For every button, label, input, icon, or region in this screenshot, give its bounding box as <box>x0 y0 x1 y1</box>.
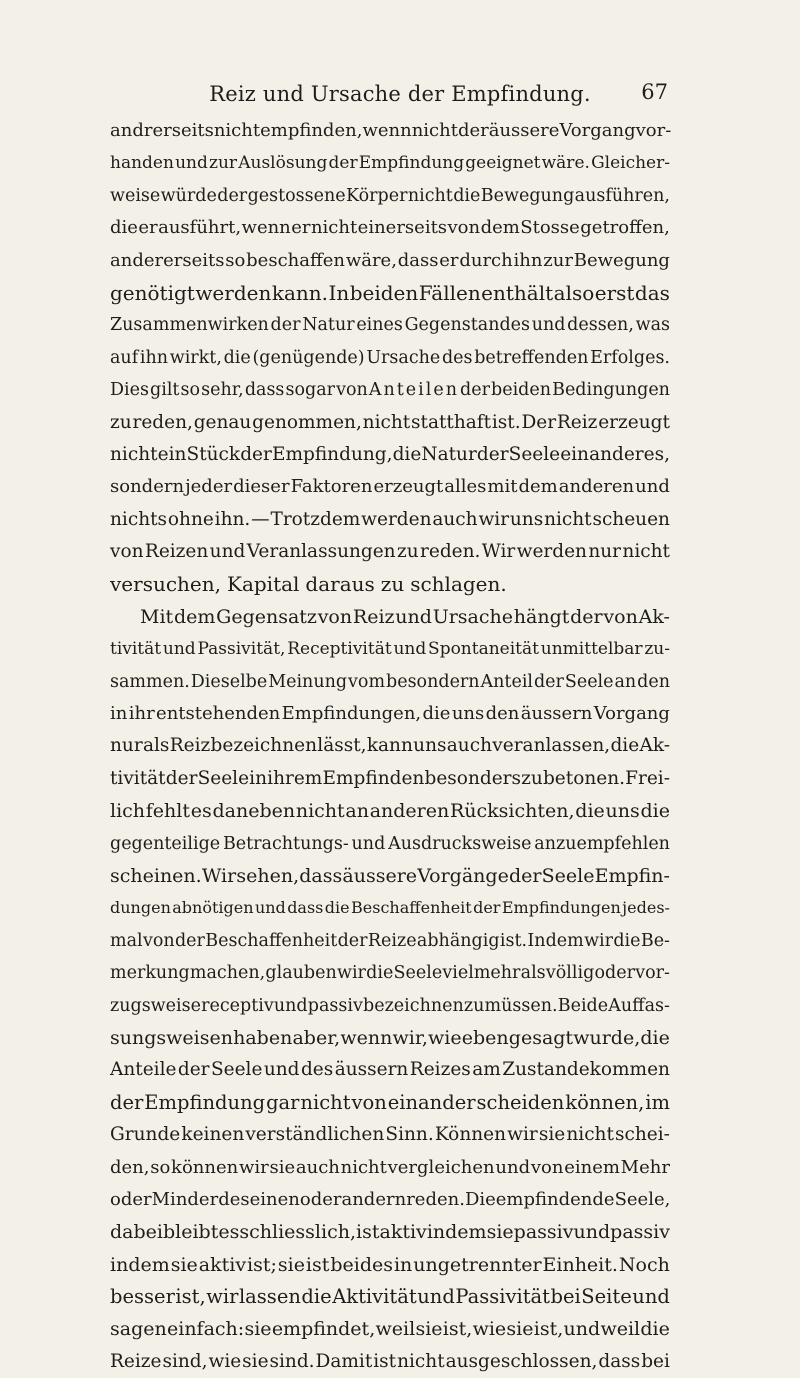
body-text <box>110 115 670 1378</box>
running-title: Reiz und Ursache der Empfindung. <box>209 82 591 106</box>
text-line: Zusammenwirken der Natur eines Gegenstandes und dessen, was <box>110 315 670 336</box>
text-line: den, so können wir sie auch nicht vergleichen und von einem Mehr <box>110 1156 670 1178</box>
text-line: versuchen, Kapital daraus zu schlagen. <box>110 572 507 597</box>
text-line: Mit dem Gegensatz von Reiz und Ursache hängt der von Ak- <box>140 605 670 628</box>
text-line: nichts ohne ihn. — Trotzdem werden auch wir uns nicht scheuen <box>110 508 670 530</box>
text-line: sondern jeder dieser Faktoren erzeugt alles mit dem anderen und <box>110 476 670 498</box>
text-line: der Empfindung gar nicht von einander scheiden können, im <box>110 1090 670 1114</box>
text-line: dabei bleibt es schliesslich, ist aktiv indem sie passiv und passiv <box>110 1221 670 1244</box>
text-line: besser ist, wir lassen die Aktivität und Passivität bei Seite und <box>110 1285 670 1309</box>
text-line: sagen einfach: sie empfindet, weil sie ist, wie sie ist, und weil die <box>110 1318 670 1341</box>
text-line: lich fehlt es daneben nicht an anderen Rücksichten, die uns die <box>110 800 670 823</box>
text-line: handen und zur Auslösung der Empfindung geeignet wäre. Gleicher- <box>110 153 670 174</box>
text-line: Dies gilt so sehr, dass sogar von Anteilen der beiden Bedingungen <box>110 380 670 401</box>
text-line: genötigt werden kann. In beiden Fällen enthält also erst das <box>110 280 670 305</box>
text-line: nicht ein Stück der Empfindung, die Natur der Seele ein anderes, <box>110 443 670 465</box>
text-line: scheinen. Wir sehen, dass äussere Vorgänge der Seele Empfin- <box>110 864 670 887</box>
text-line: indem sie aktiv ist; sie ist beides in ungetrennter Einheit. Noch <box>110 1253 670 1276</box>
text-line: dungen abnötigen und dass die Beschaffenheit der Empfindungen jedes- <box>110 898 670 918</box>
text-line: andrerseits nicht empfinden, wenn nicht der äussere Vorgang vor- <box>110 120 672 141</box>
text-line: weise würde der gestossene Körper nicht die Bewegung ausführen, <box>110 185 670 206</box>
text-line: Anteile der Seele und des äussern Reizes am Zustandekommen <box>110 1059 670 1081</box>
text-line: zu reden, genau genommen, nicht statthaft ist. Der Reiz erzeugt <box>110 411 670 433</box>
text-line: mal von der Beschaffenheit der Reize abhängig ist. Indem wir die Be- <box>110 930 670 951</box>
text-line: gegenteilige Betrachtungs- und Ausdrucksweise anzuempfehlen <box>110 833 670 854</box>
text-line: zugsweise receptiv und passiv bezeichnen zu müssen. Beide Auffas- <box>110 995 670 1016</box>
text-line: oder Minder des einen oder andern reden. Die empfindende Seele, <box>110 1188 671 1210</box>
page-number: 67 <box>641 80 668 104</box>
text-line: tivität und Passivität, Receptivität und Spontaneität unmittelbar zu- <box>110 639 670 660</box>
text-line: Reize sind, wie sie sind. Damit ist nicht ausgeschlossen, dass bei <box>110 1350 670 1372</box>
text-line: merkung machen, glauben wir die Seele vielmehr als völlig oder vor- <box>110 963 670 984</box>
text-line: auf ihn wirkt, die (genügende) Ursache des betreffenden Erfolges. <box>110 347 670 368</box>
text-line: in ihr entstehenden Empfindungen, die uns den äussern Vorgang <box>110 703 670 725</box>
text-line: Grunde keinen verständlichen Sinn. Können wir sie nicht schei- <box>110 1124 670 1146</box>
text-line: von Reizen und Veranlassungen zu reden. Wir werden nur nicht <box>110 541 670 563</box>
text-line: sungsweisen haben aber, wenn wir, wie eben gesagt wurde, die <box>110 1026 670 1049</box>
text-line: nur als Reiz bezeichnen lässt, kann uns auch veranlassen, die Ak- <box>110 735 670 757</box>
text-line: tivität der Seele in ihrem Empfinden besonders zu betonen. Frei- <box>110 767 670 789</box>
text-line: die er ausführt, wenn er nicht einerseits von dem Stosse getroffen, <box>110 217 670 239</box>
text-line: andererseits so beschaffen wäre, dass er durch ihn zur Bewegung <box>110 249 670 271</box>
text-line: sammen. Dieselbe Meinung vom besondern Anteil der Seele an den <box>110 671 670 692</box>
